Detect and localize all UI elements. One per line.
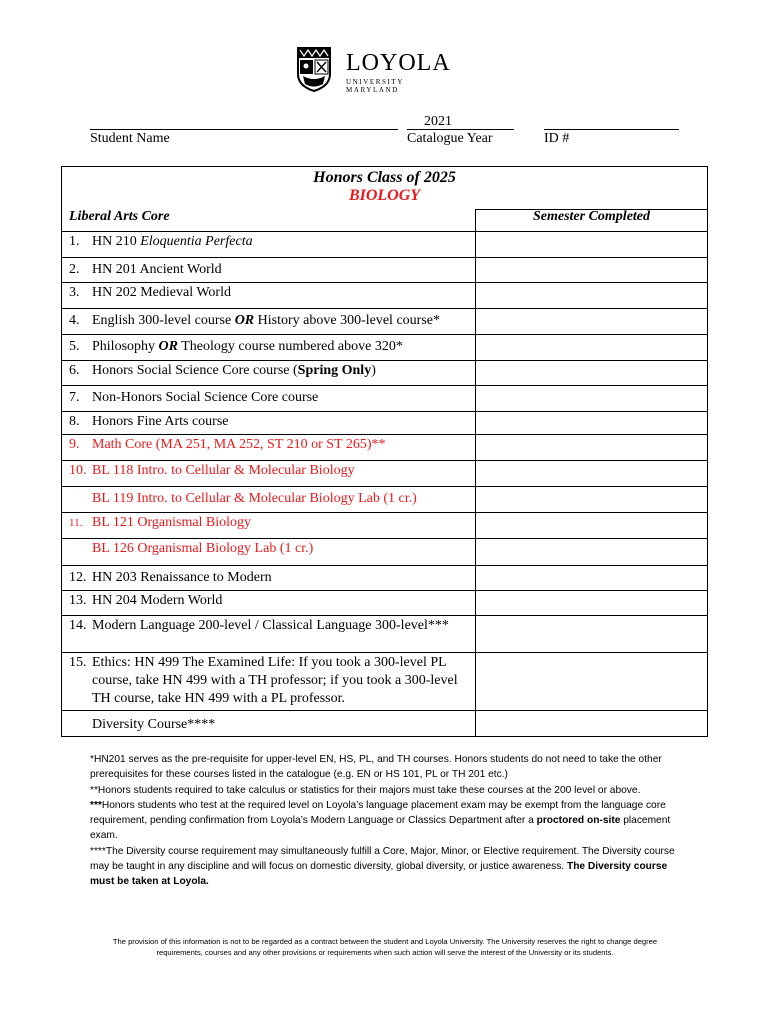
student-name-line[interactable] — [90, 129, 398, 130]
major-title: BIOLOGY — [348, 187, 421, 204]
catalogue-year-value: 2021 — [424, 114, 452, 129]
student-name-label: Student Name — [90, 131, 170, 146]
requirement-row — [62, 411, 707, 434]
row-divider — [62, 565, 707, 566]
text-run: HN 210 — [92, 234, 141, 249]
text-run: BL 118 Intro. to Cellular & Molecular Biology — [92, 463, 355, 478]
text-run: proctored on-site — [536, 815, 621, 827]
requirement-label — [69, 617, 467, 635]
row-divider — [62, 652, 707, 653]
requirement-row — [62, 710, 707, 737]
row-divider — [62, 615, 707, 616]
text-run: ) — [371, 363, 376, 378]
requirement-label — [69, 569, 467, 587]
requirement-row — [62, 334, 707, 360]
requirement-number: 12. — [69, 570, 87, 585]
text-run: Philosophy — [92, 339, 159, 354]
requirement-number: 1. — [69, 234, 80, 249]
requirement-row — [62, 615, 707, 652]
requirement-row — [62, 434, 707, 460]
text-run: Eloquentia Perfecta — [140, 234, 253, 249]
class-title: Honors Class of 2025 — [313, 169, 456, 186]
requirement-label — [69, 261, 467, 279]
footnote — [90, 783, 680, 798]
requirement-label — [69, 362, 467, 380]
text-run: Theology course numbered above 320* — [177, 339, 403, 354]
semester-completed-cell[interactable] — [475, 334, 707, 360]
requirement-row — [62, 652, 707, 710]
requirement-row — [62, 282, 707, 308]
semester-completed-cell[interactable] — [475, 590, 707, 615]
text-run: Ethics: HN 499 The Examined Life: If you took a 300-level PL course, take HN 499 with a TH professor; if you took a 300-level TH course, take HN 499 with a PL professor. — [92, 655, 458, 706]
text-run: HN 204 Modern World — [92, 593, 223, 608]
text-run: placement exam. — [90, 815, 671, 842]
semester-completed-cell[interactable] — [475, 486, 707, 512]
requirement-number: 11. — [69, 517, 83, 529]
row-divider — [62, 308, 707, 309]
text-run: ****The Diversity course requirement may simultaneously fulfill a Core, Major, Minor, or Elective requirement. The Diversity course may be taught in any discipline and will focus on domestic diversity, global diversity, or justice awareness. — [90, 845, 675, 873]
text-run: Honors Social Science Core course ( — [92, 363, 298, 378]
text-run: BL 126 Organismal Biology Lab (1 cr.) — [92, 541, 314, 556]
requirement-number: 6. — [69, 363, 80, 378]
semester-completed-cell[interactable] — [475, 411, 707, 434]
id-label: ID # — [544, 131, 570, 146]
requirement-label — [69, 514, 467, 532]
row-divider — [62, 411, 707, 412]
table-title-block — [62, 167, 707, 205]
requirement-number: 10. — [69, 463, 87, 478]
text-run: The Diversity course must be taken at Loyola. — [90, 861, 668, 888]
requirement-number: 3. — [69, 285, 80, 300]
semester-completed-cell[interactable] — [475, 710, 707, 737]
text-run: OR — [158, 339, 178, 354]
semester-heading-cell — [475, 209, 707, 231]
requirement-label — [69, 389, 467, 407]
semester-completed-cell[interactable] — [475, 282, 707, 308]
text-run: Diversity Course**** — [92, 717, 216, 732]
footnote — [90, 844, 680, 890]
logo-subtitle: UNIVERSITY MARYLAND — [346, 78, 404, 94]
semester-completed-cell[interactable] — [475, 257, 707, 282]
requirement-label — [69, 540, 467, 558]
requirement-label — [69, 312, 467, 330]
text-run: Modern Language 200-level / Classical Language 300-level*** — [92, 618, 449, 633]
requirement-row — [62, 565, 707, 590]
semester-completed-cell[interactable] — [475, 231, 707, 257]
requirement-row — [62, 257, 707, 282]
requirement-label — [69, 490, 467, 508]
footnote — [90, 798, 680, 844]
requirement-number: 4. — [69, 313, 80, 328]
text-run: Honors Fine Arts course — [92, 414, 229, 429]
requirement-label — [69, 338, 467, 356]
text-run: *** — [90, 799, 102, 811]
catalogue-year-line[interactable] — [407, 129, 514, 130]
text-run: OR — [234, 313, 255, 328]
text-run: Spring Only — [297, 363, 372, 378]
semester-completed-cell[interactable] — [475, 538, 707, 565]
requirement-row — [62, 460, 707, 486]
university-logo — [296, 46, 456, 94]
requirement-row — [62, 486, 707, 512]
text-run: HN 203 Renaissance to Modern — [92, 570, 272, 585]
requirement-row — [62, 512, 707, 538]
row-divider — [62, 460, 707, 461]
row-divider — [62, 385, 707, 386]
semester-completed-cell[interactable] — [475, 652, 707, 710]
row-divider — [62, 590, 707, 591]
text-run: Non-Honors Social Science Core course — [92, 390, 319, 405]
footnote — [90, 752, 680, 783]
catalogue-year-label: Catalogue Year — [407, 131, 493, 146]
requirement-number: 15. — [69, 655, 87, 670]
requirement-number: 8. — [69, 414, 80, 429]
text-run: HN 202 Medieval World — [92, 285, 231, 300]
row-divider — [62, 282, 707, 283]
liberal-arts-heading: Liberal Arts Core — [69, 209, 170, 224]
requirement-row — [62, 231, 707, 257]
requirements-table — [61, 166, 708, 737]
crest-icon — [296, 46, 332, 92]
row-divider — [62, 360, 707, 361]
requirement-row — [62, 590, 707, 615]
semester-completed-cell[interactable] — [475, 460, 707, 486]
requirement-row — [62, 385, 707, 411]
semester-completed-cell[interactable] — [475, 434, 707, 460]
id-line[interactable] — [544, 129, 679, 130]
row-divider — [62, 434, 707, 435]
text-run: Honors students who test at the required level on Loyola’s language placement exam may be exempt from the language core requirement, pending confirmation from Loyola’s Modern Language or Classics Department after a — [90, 799, 666, 827]
row-divider — [62, 710, 707, 711]
semester-completed-cell[interactable] — [475, 360, 707, 385]
row-divider — [62, 486, 707, 487]
requirement-label — [69, 233, 467, 251]
text-run: HN 201 Ancient World — [92, 262, 222, 277]
requirement-label — [69, 592, 467, 610]
text-run: History above 300-level course* — [254, 313, 440, 328]
text-run: Math Core (MA 251, MA 252, ST 210 or ST 265)** — [92, 437, 386, 452]
semester-completed-cell[interactable] — [475, 615, 707, 652]
footnotes — [90, 752, 680, 890]
text-run: *HN201 serves as the pre-requisite for upper-level EN, HS, PL, and TH courses. Honors students do not need to take the other prerequisites for these courses listed in the catalogue (e.g. EN or HS 101, PL or TH 201 etc.) — [90, 754, 662, 781]
requirement-number: 14. — [69, 618, 87, 633]
requirement-number: 9. — [69, 437, 80, 452]
row-divider — [62, 538, 707, 539]
requirement-row — [62, 308, 707, 334]
requirement-number: 2. — [69, 262, 80, 277]
provision-disclaimer: The provision of this information is not to be regarded as a contract between the student and Loyola University. The University reserves the right to change degree requirements, courses and any other provisions or requirements when such action will serve the interest of the University or its students. — [112, 937, 658, 957]
semester-completed-cell[interactable] — [475, 308, 707, 334]
requirement-row — [62, 360, 707, 385]
requirement-number: 5. — [69, 339, 80, 354]
semester-completed-cell[interactable] — [475, 385, 707, 411]
semester-completed-cell[interactable] — [475, 565, 707, 590]
requirement-label — [69, 413, 467, 431]
text-run: **Honors students required to take calculus or statistics for their majors must take these courses at the 200 level or above. — [90, 784, 641, 796]
text-run: English 300-level course — [92, 313, 235, 328]
requirement-row — [62, 538, 707, 565]
requirement-label — [69, 436, 467, 454]
semester-completed-cell[interactable] — [475, 512, 707, 538]
row-divider — [62, 257, 707, 258]
requirement-label — [69, 284, 467, 302]
text-run: BL 119 Intro. to Cellular & Molecular Biology Lab (1 cr.) — [92, 491, 417, 506]
requirement-label — [69, 716, 467, 734]
row-divider — [62, 334, 707, 335]
semester-completed-heading: Semester Completed — [532, 209, 651, 224]
requirement-label — [69, 462, 467, 480]
requirement-label — [69, 654, 467, 708]
heading-divider — [475, 209, 707, 210]
text-run: BL 121 Organismal Biology — [92, 515, 252, 530]
logo-wordmark: LOYOLA — [346, 50, 451, 76]
requirement-number: 13. — [69, 593, 87, 608]
row-divider — [62, 512, 707, 513]
requirement-number: 7. — [69, 390, 80, 405]
row-divider — [62, 231, 707, 232]
